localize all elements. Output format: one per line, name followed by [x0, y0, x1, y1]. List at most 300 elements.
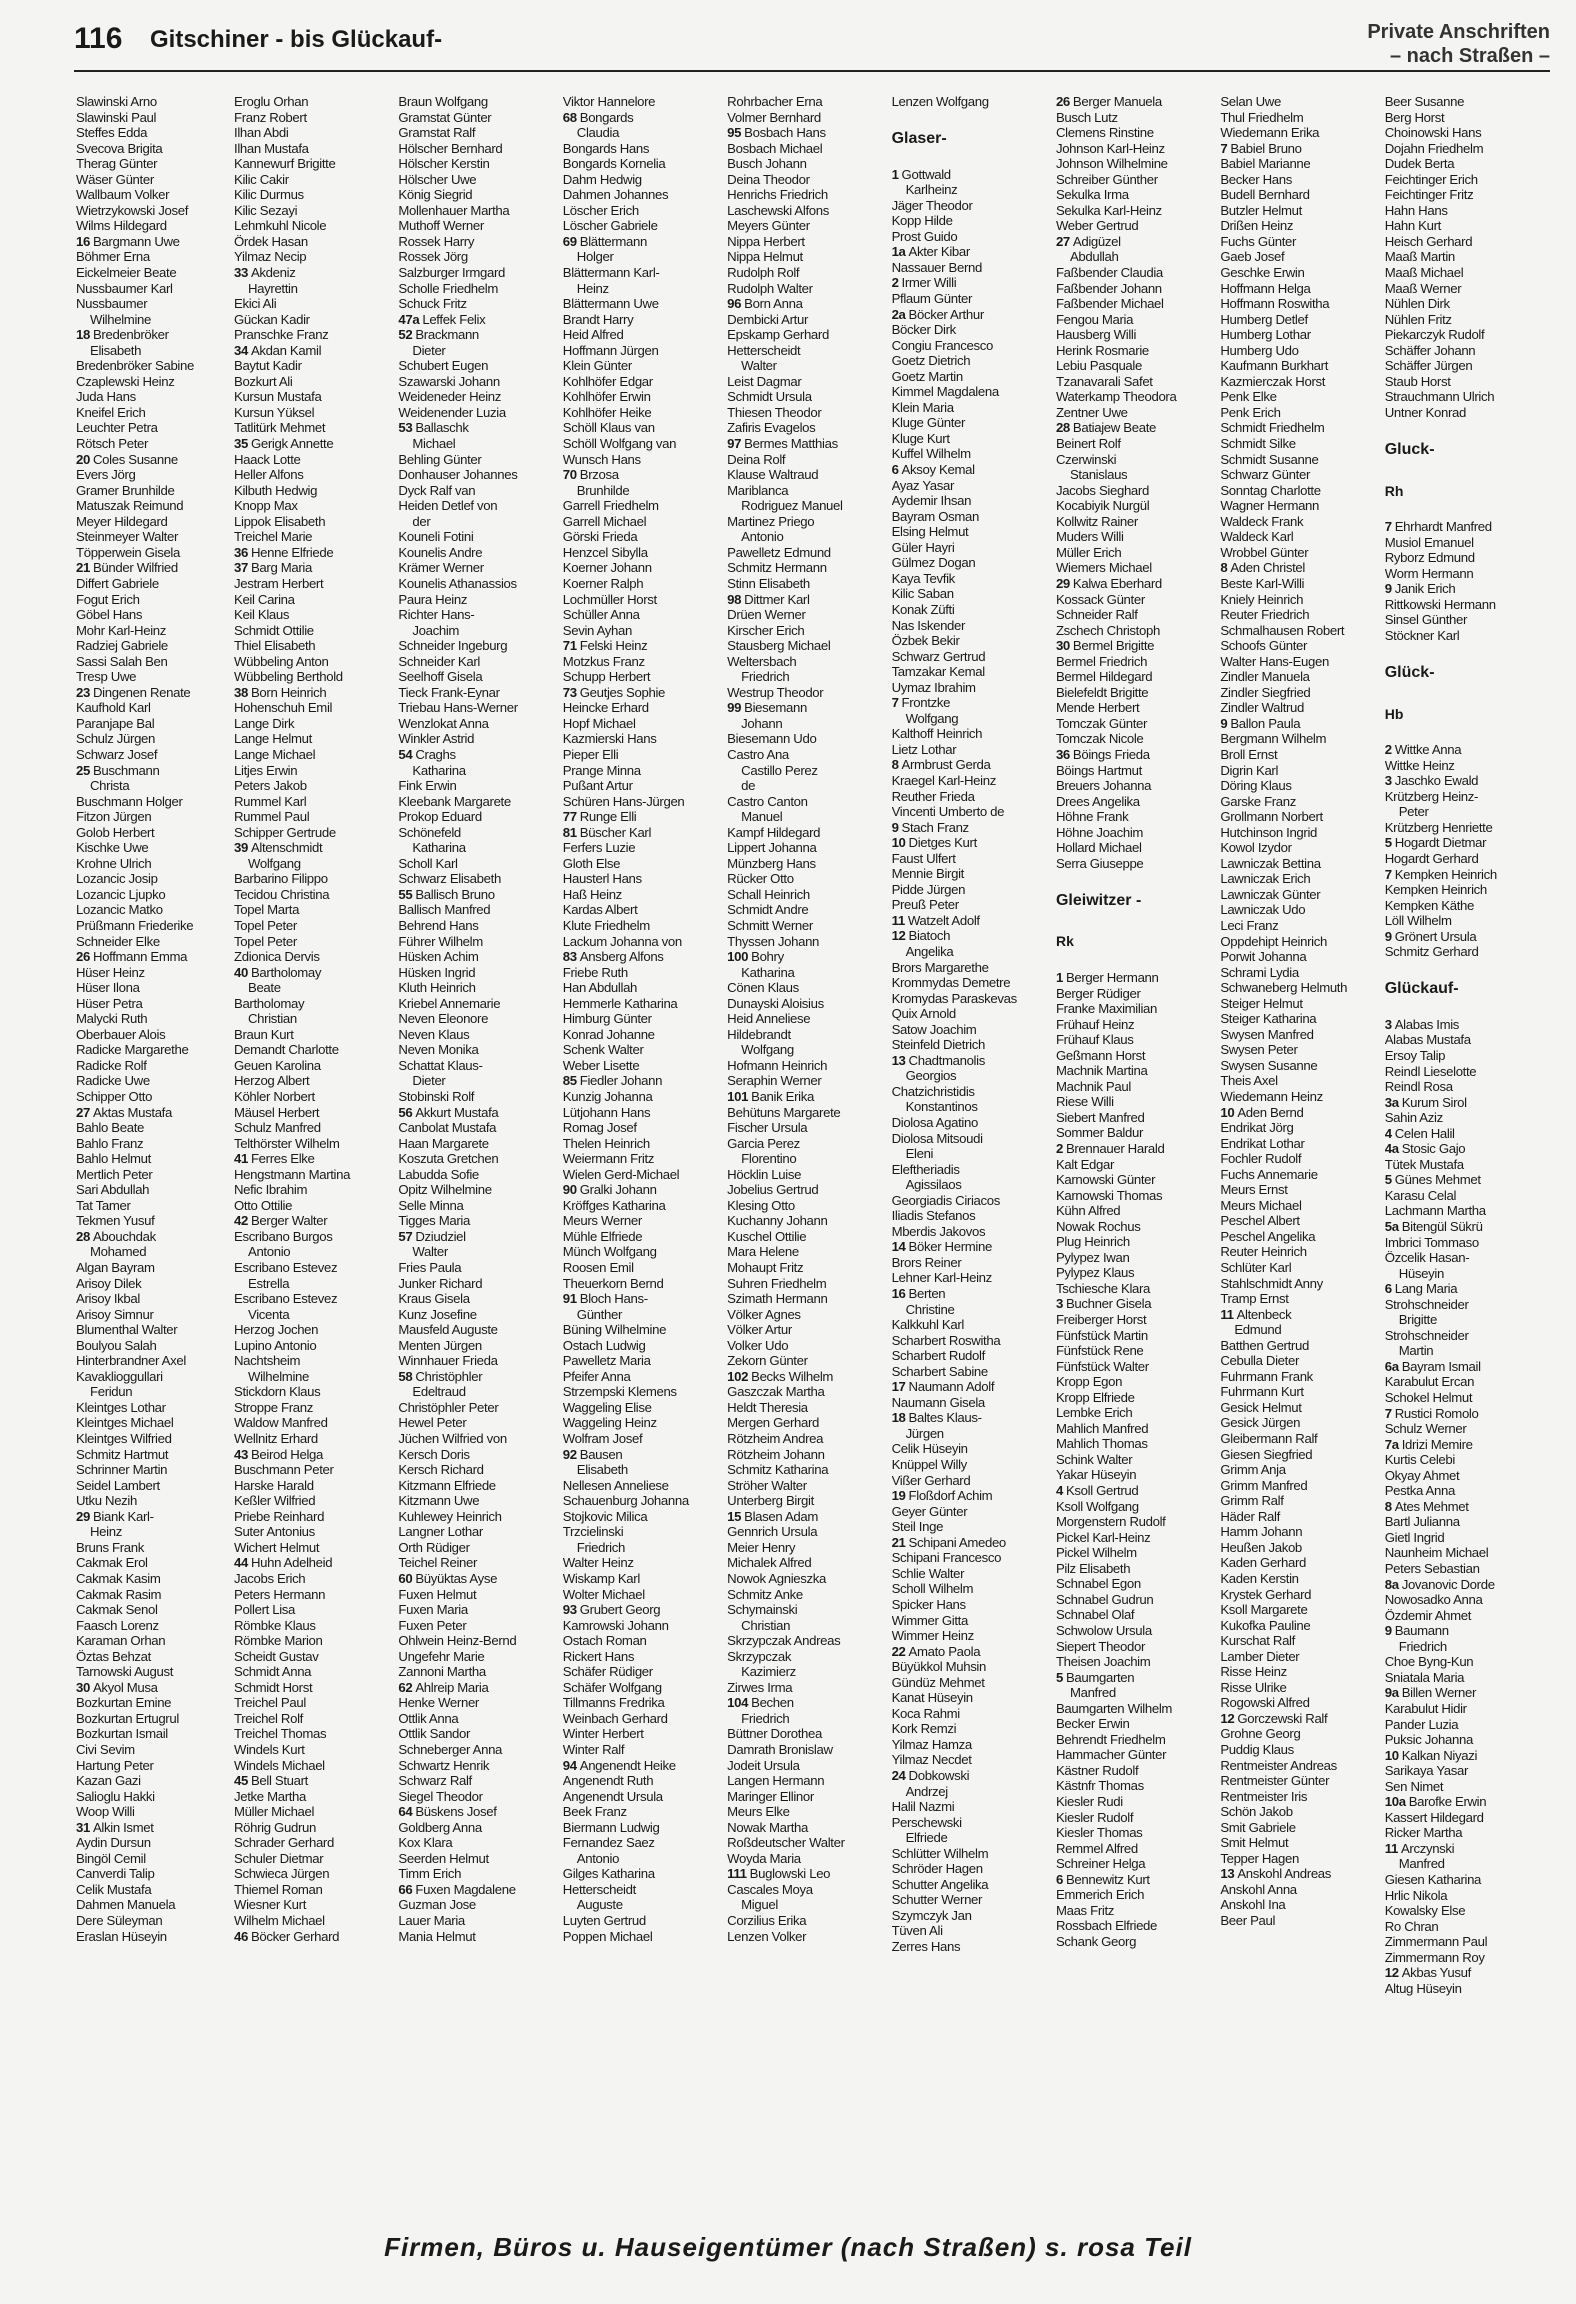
resident-entry: Löll Wilhelm [1384, 913, 1452, 929]
resident-entry: Schrami Lydia [1220, 964, 1299, 980]
resident-entry: 5 Günes Mehmet [1384, 1172, 1481, 1188]
resident-entry: Schall Heinrich [727, 886, 810, 902]
spacer [892, 151, 1056, 167]
resident-entry: 3 Jaschko Ewald [1384, 773, 1479, 789]
resident-entry: Grollmann Norbert [1220, 809, 1323, 825]
resident-entry: 44 Huhn Adelheid [234, 1555, 333, 1571]
resident-entry: Viktor Hannelore [562, 94, 656, 109]
resident-entry: Schuler Dietmar [234, 1850, 324, 1866]
house-number: 55 [398, 886, 413, 902]
resident-entry: Sen Nimet [1384, 1778, 1444, 1794]
resident-entry: Lange Michael [234, 746, 316, 762]
resident-entry: Satow Joachim [891, 1021, 977, 1037]
resident-entry: Führer Wilhelm [398, 933, 483, 949]
house-number: 7 [891, 695, 899, 711]
resident-entry: Aydin Dursun [76, 1835, 151, 1851]
resident-entry: Heiden Detlef von [398, 498, 498, 514]
resident-entry: Seelhoff Gisela [398, 669, 483, 685]
resident-entry: Pickel Wilhelm [1055, 1545, 1137, 1561]
resident-entry: Koszuta Gretchen [398, 1151, 499, 1167]
resident-entry: Skrzypczak [727, 1648, 792, 1664]
resident-entry: Schön Jakob [1220, 1804, 1293, 1820]
resident-entry: Günther [576, 1306, 622, 1322]
house-number: 28 [1055, 420, 1070, 436]
resident-entry: 11 Arczynski [1384, 1840, 1455, 1856]
resident-entry: Teichel Reiner [398, 1555, 478, 1571]
resident-entry: Rudolph Rolf [727, 265, 800, 281]
resident-entry: Schmitz Katharina [727, 1462, 829, 1478]
resident-entry: Karnowski Thomas [1055, 1187, 1163, 1203]
resident-entry: Hahn Kurt [1384, 218, 1441, 234]
resident-entry: Böcker Dirk [891, 322, 956, 338]
resident-entry: Arisoy Ikbal [76, 1291, 140, 1307]
resident-entry: Endrikat Lothar [1220, 1135, 1305, 1151]
resident-entry: Pylypez Iwan [1055, 1249, 1130, 1265]
resident-entry: Koerner Johann [562, 560, 652, 576]
resident-entry: Halil Nazmi [891, 1799, 955, 1815]
resident-entry: Hüser Heinz [76, 964, 145, 980]
resident-entry: Wäser Günter [76, 171, 154, 187]
resident-entry: Zafiris Evagelos [727, 420, 816, 436]
resident-entry: 100 Bohry [727, 949, 784, 965]
resident-entry: Fries Paula [398, 1260, 462, 1276]
resident-entry: Tomczak Nicole [1055, 731, 1144, 747]
resident-entry: Kazan Gazi [76, 1773, 141, 1789]
resident-entry: Eroglu Orhan [234, 94, 309, 109]
resident-entry: Meyer Hildegard [76, 513, 168, 529]
resident-entry: Michael [412, 436, 456, 452]
house-number: 23 [76, 684, 90, 700]
resident-entry: Mahlich Thomas [1055, 1436, 1148, 1452]
resident-entry: Escribano Burgos [234, 1228, 333, 1244]
resident-entry: Mania Helmut [398, 1928, 476, 1944]
resident-entry: Ayaz Yasar [891, 477, 955, 493]
street-heading: Gluck- [1384, 441, 1435, 459]
resident-entry: Becker Hans [1220, 171, 1292, 187]
resident-entry: 69 Blättermann [562, 233, 648, 249]
resident-entry: Brors Margarethe [891, 959, 989, 975]
resident-entry: Schnabel Gudrun [1055, 1591, 1154, 1607]
house-number: 35 [234, 436, 248, 452]
resident-entry: 19 Floßdorf Achim [891, 1488, 993, 1504]
resident-entry: Nellesen Anneliese [562, 1477, 669, 1493]
resident-entry: Garrell Michael [562, 513, 647, 529]
resident-entry: 9 Ballon Paula [1220, 715, 1301, 731]
resident-entry: Kollwitz Rainer [1055, 513, 1138, 529]
resident-entry: 8 Aden Christel [1220, 560, 1305, 576]
resident-entry: Braun Wolfgang [398, 94, 488, 109]
resident-entry: Schulz Werner [1384, 1421, 1467, 1437]
spacer [1056, 913, 1220, 929]
resident-entry: Spicker Hans [891, 1596, 966, 1612]
resident-entry: Fochler Rudolf [1220, 1151, 1302, 1167]
resident-entry: Wolfgang [248, 855, 301, 871]
resident-entry: Johnson Wilhelmine [1055, 156, 1168, 172]
resident-entry: Steinmeyer Walter [76, 529, 179, 545]
resident-entry: Szawarski Johann [398, 373, 500, 389]
resident-entry: Penk Erich [1220, 404, 1281, 420]
resident-entry: Häder Ralf [1220, 1508, 1280, 1524]
resident-entry: Bozkurtan Ismail [76, 1726, 168, 1742]
resident-entry: Özdemir Ahmet [1384, 1607, 1472, 1623]
resident-entry: Thiesen Theodor [727, 404, 822, 420]
resident-entry: Kowol Izydor [1220, 840, 1292, 856]
resident-entry: Kromydas Paraskevas [891, 990, 1017, 1006]
resident-entry: Lietz Lothar [891, 741, 957, 757]
resident-entry: Katharina [741, 964, 795, 980]
resident-entry: Scholl Wilhelm [891, 1581, 974, 1597]
resident-entry: Meurs Michael [1220, 1197, 1302, 1213]
resident-entry: Rötsch Peter [76, 436, 149, 452]
resident-entry: Szimath Hermann [727, 1291, 828, 1307]
resident-entry: Wiskamp Karl [562, 1570, 640, 1586]
resident-entry: Lachmann Martha [1384, 1203, 1486, 1219]
house-number: 92 [562, 1446, 577, 1462]
resident-entry: Kleintges Wilfried [76, 1431, 172, 1447]
resident-entry: Tramp Ernst [1220, 1291, 1289, 1307]
resident-entry: Prange Minna [562, 762, 641, 778]
resident-entry: Tarnowski August [76, 1664, 174, 1680]
section-label [1367, 20, 1550, 68]
house-number: 7a [1384, 1436, 1399, 1452]
resident-entry: Kempken Käthe [1384, 897, 1475, 913]
resident-entry: Oberbauer Alois [76, 1026, 166, 1042]
resident-entry: Goetz Martin [891, 368, 963, 384]
resident-entry: Jetke Martha [234, 1788, 307, 1804]
resident-entry: Friedrich [741, 1710, 790, 1726]
resident-entry: Fuchs Annemarie [1220, 1166, 1318, 1182]
resident-entry: Therag Günter [76, 156, 158, 172]
resident-entry: 37 Barg Maria [234, 560, 312, 576]
resident-entry: Kniely Heinrich [1220, 591, 1304, 607]
resident-entry: Boulyou Salah [76, 1337, 157, 1353]
resident-entry: Stahlschmidt Anny [1220, 1275, 1323, 1291]
resident-entry: Gleibermann Ralf [1220, 1431, 1318, 1447]
resident-entry: Heinz [90, 1524, 122, 1540]
resident-entry: Tütek Mustafa [1384, 1156, 1464, 1172]
resident-entry: Schipper Gertrude [234, 824, 336, 840]
resident-entry: Hoffmann Jürgen [562, 342, 659, 358]
resident-entry: Wiesner Kurt [234, 1897, 307, 1913]
resident-entry: Topel Marta [234, 902, 300, 918]
house-number: 70 [562, 467, 577, 483]
district-code: Rk [1055, 933, 1074, 950]
resident-entry: Kersch Richard [398, 1462, 484, 1478]
house-number: 64 [398, 1804, 413, 1820]
resident-entry: Ersoy Talip [1384, 1047, 1446, 1063]
resident-entry: Fuxen Maria [398, 1602, 468, 1618]
house-number: 100 [727, 949, 749, 965]
resident-entry: Manfred [1398, 1856, 1445, 1872]
street-heading: Gleiwitzer - [1055, 891, 1142, 909]
resident-entry: Reuter Heinrich [1220, 1244, 1307, 1260]
house-number: 6 [891, 462, 899, 478]
resident-entry: Röhrig Gudrun [234, 1819, 316, 1835]
resident-entry: 17 Naumann Adolf [891, 1379, 995, 1395]
resident-entry: 111 Buglowski Leo [727, 1866, 831, 1882]
resident-entry: Nowosadko Anna [1384, 1592, 1483, 1608]
resident-entry: Yilmaz Necip [234, 249, 307, 265]
resident-entry: Windels Kurt [234, 1741, 305, 1757]
resident-entry: Schipani Francesco [891, 1550, 1002, 1566]
resident-entry: Bosbach Michael [727, 140, 823, 156]
resident-entry: Jäger Theodor [891, 197, 973, 213]
resident-entry: 5 Baumgarten [1055, 1669, 1135, 1685]
resident-entry: Wolter Michael [562, 1586, 645, 1602]
resident-entry: Hutchinson Ingrid [1220, 824, 1318, 840]
resident-entry: Radicke Margarethe [76, 1042, 189, 1058]
house-number: 4 [1384, 1125, 1392, 1141]
resident-entry: Lozancic Ljupko [76, 886, 166, 902]
resident-entry: Rogowski Alfred [1220, 1695, 1310, 1711]
resident-entry: Peters Sebastian [1384, 1561, 1480, 1577]
resident-entry: 7 Ehrhardt Manfred [1384, 519, 1492, 535]
house-number: 20 [76, 451, 90, 467]
resident-entry: Kuchanny Johann [727, 1213, 828, 1229]
resident-entry: Hölscher Bernhard [398, 140, 503, 156]
resident-entry: Barbarino Filippo [234, 871, 328, 887]
resident-entry: Reuther Frieda [891, 788, 975, 804]
resident-entry: 27 Aktas Mustafa [76, 1104, 172, 1120]
resident-entry: Kersch Doris [398, 1446, 470, 1462]
resident-entry: Sahin Aziz [1384, 1110, 1443, 1126]
house-number: 16 [891, 1286, 906, 1302]
resident-entry: Schink Walter [1055, 1451, 1133, 1467]
resident-entry: Martin [1398, 1343, 1434, 1359]
house-number: 4 [1055, 1483, 1063, 1499]
resident-entry: Bingöl Cemil [76, 1850, 146, 1866]
resident-entry: Deina Rolf [727, 451, 786, 467]
resident-entry: Klein Günter [562, 358, 632, 374]
resident-entry: Strohschneider [1384, 1296, 1469, 1312]
house-number: 71 [562, 638, 577, 654]
resident-entry: Kilic Cakir [234, 171, 289, 187]
resident-entry: Hüser Petra [76, 995, 143, 1011]
resident-entry: Mollenhauer Martha [398, 202, 510, 218]
resident-entry: Ekici Ali [234, 296, 277, 312]
resident-entry: Maringer Ellinor [727, 1788, 814, 1804]
resident-entry: Maas Fritz [1055, 1902, 1114, 1918]
resident-entry: Junker Richard [398, 1275, 483, 1291]
resident-entry: Faßbender Claudia [1055, 265, 1163, 281]
resident-entry: 70 Brzosa [562, 467, 619, 483]
resident-entry: 34 Akdan Kamil [234, 342, 322, 358]
resident-entry: Sekulka Karl-Heinz [1055, 202, 1162, 218]
resident-entry: Kazmierski Hans [562, 731, 657, 747]
resident-entry: Ryborz Edmund [1384, 550, 1475, 566]
resident-entry: Geschke Erwin [1220, 265, 1305, 281]
resident-entry: 95 Bosbach Hans [727, 125, 826, 141]
resident-entry: Drüen Werner [727, 607, 806, 623]
resident-entry: Joachim [412, 622, 460, 638]
resident-entry: 18 Baltes Klaus- [891, 1410, 982, 1426]
resident-entry: Neven Eleonore [398, 1011, 489, 1027]
resident-entry: Kopp Hilde [891, 213, 953, 229]
resident-entry: Alabas Mustafa [1384, 1032, 1471, 1048]
resident-entry: Nachtsheim [234, 1353, 301, 1369]
house-number: 43 [234, 1446, 248, 1462]
resident-entry: Priebe Reinhard [234, 1508, 325, 1524]
resident-entry: Rossek Harry [398, 233, 475, 249]
resident-entry: Schrader Gerhard [234, 1835, 334, 1851]
resident-entry: Anskohl Ina [1220, 1897, 1286, 1913]
resident-entry: Slawinski Arno [76, 94, 157, 109]
resident-entry: Schmidt Horst [234, 1679, 313, 1695]
resident-entry: Meier Henry [727, 1539, 796, 1555]
resident-entry: Paranjape Bal [76, 715, 155, 731]
resident-entry: Weideneder Heinz [398, 389, 502, 405]
resident-entry: Rötzheim Johann [727, 1446, 825, 1462]
resident-entry: Lawniczak Udo [1220, 902, 1306, 918]
resident-entry: Berg Horst [1384, 109, 1445, 125]
house-number: 27 [76, 1104, 90, 1120]
resident-entry: Zentner Uwe [1055, 404, 1128, 420]
resident-entry: Pander Luzia [1384, 1716, 1459, 1732]
resident-entry: Hoffmann Helga [1220, 280, 1311, 296]
resident-entry: Klause Waltraud [727, 467, 819, 483]
resident-entry: Windels Michael [234, 1757, 325, 1773]
resident-entry: Slawinski Paul [76, 109, 157, 125]
resident-entry: Roosen Emil [562, 1260, 634, 1276]
resident-entry: Heincke Erhard [562, 700, 649, 716]
resident-entry: Sinsel Günther [1384, 612, 1468, 628]
resident-entry: Schönefeld [398, 824, 461, 840]
resident-entry: Siegel Theodor [398, 1788, 483, 1804]
resident-entry: Swysen Manfred [1220, 1026, 1314, 1042]
house-number: 8 [1384, 1498, 1392, 1514]
resident-entry: Celik Hüseyin [891, 1441, 968, 1457]
resident-entry: Cönen Klaus [727, 980, 799, 996]
resident-entry: Brunhilde [576, 482, 630, 498]
resident-entry: Szymczyk Jan [891, 1907, 972, 1923]
resident-entry: Kocabiyik Nurgül [1055, 498, 1150, 514]
resident-entry: Reindl Lieselotte [1384, 1063, 1477, 1079]
resident-entry: Henrichs Friedrich [727, 187, 828, 203]
resident-entry: Georgios [905, 1068, 957, 1084]
resident-entry: Dieter [412, 342, 446, 358]
resident-entry: 20 Coles Susanne [76, 451, 178, 467]
resident-entry: Ördek Hasan [234, 233, 308, 249]
resident-entry: Drißen Heinz [1220, 218, 1294, 234]
resident-entry: Kunzig Johanna [562, 1089, 653, 1104]
resident-entry: Schwieca Jürgen [234, 1866, 330, 1882]
house-number: 29 [1055, 575, 1070, 591]
resident-entry: Kunz Josefine [398, 1306, 477, 1322]
resident-entry: Schokel Helmut [1384, 1390, 1473, 1406]
resident-entry: Kleintges Lothar [76, 1399, 166, 1415]
resident-entry: Jodeit Ursula [727, 1757, 800, 1773]
resident-entry: Behrend Hans [398, 917, 479, 933]
resident-entry: Blumenthal Walter [76, 1322, 178, 1338]
street-heading: Glaser- [891, 130, 947, 148]
resident-entry: 12 Akbas Yusuf [1384, 1965, 1471, 1981]
resident-entry: Herzog Albert [234, 1073, 310, 1089]
resident-entry: Braun Kurt [234, 1026, 294, 1042]
resident-entry: Jacobs Erich [234, 1570, 306, 1586]
resident-entry: Völker Agnes [727, 1306, 801, 1322]
resident-entry: Kraus Gisela [398, 1291, 470, 1307]
resident-entry: Theis Axel [1220, 1073, 1278, 1089]
resident-entry: Staub Horst [1384, 373, 1451, 389]
resident-entry: Muthoff Werner [398, 218, 484, 234]
resident-entry: Römbke Marion [234, 1633, 323, 1649]
resident-entry: Naunheim Michael [1384, 1545, 1489, 1561]
resident-entry: Fünfstück Rene [1055, 1343, 1144, 1359]
resident-entry: Töpperwein Gisela [76, 544, 180, 560]
resident-entry: Michalek Alfred [727, 1555, 812, 1571]
house-number: 30 [76, 1679, 90, 1695]
resident-entry: Güler Hayri [891, 539, 955, 555]
resident-entry: Özbek Bekir [891, 633, 960, 649]
house-number: 1 [891, 166, 899, 182]
house-number: 60 [398, 1570, 413, 1586]
resident-entry: Clemens Rinstine [1055, 125, 1154, 141]
resident-entry: Gückan Kadir [234, 311, 310, 327]
resident-entry: Schwaneberg Helmuth [1220, 980, 1348, 996]
resident-entry: 16 Berten [891, 1286, 946, 1302]
resident-entry: Kluge Günter [891, 415, 966, 431]
resident-entry: Christian [741, 1617, 791, 1633]
house-number: 9 [891, 819, 899, 835]
house-number: 33 [234, 265, 248, 281]
resident-entry: Canbolat Mustafa [398, 1120, 497, 1136]
resident-entry: Ostach Ludwig [562, 1337, 646, 1353]
resident-entry: Lauer Maria [398, 1912, 465, 1928]
resident-entry: Wolfgang [905, 710, 959, 726]
resident-entry: Leuchter Petra [76, 420, 158, 436]
resident-entry: Stobinski Rolf [398, 1089, 475, 1104]
resident-entry: Fengou Maria [1055, 311, 1134, 327]
resident-entry: 6 Bennewitz Kurt [1055, 1871, 1150, 1887]
resident-entry: Morgenstern Rudolf [1055, 1514, 1166, 1530]
resident-entry: Theisen Joachim [1055, 1654, 1151, 1670]
resident-entry: Hölscher Kerstin [398, 156, 490, 172]
house-number: 58 [398, 1368, 413, 1384]
resident-entry: Fink Erwin [398, 778, 457, 794]
resident-entry: Krohne Ulrich [76, 855, 152, 871]
resident-entry: Nussbaumer [76, 296, 148, 312]
resident-entry: Kropp Egon [1055, 1374, 1123, 1390]
resident-entry: Okyay Ahmet [1384, 1467, 1460, 1483]
resident-entry: Piekarczyk Rudolf [1384, 327, 1485, 343]
resident-entry: Schuck Fritz [398, 296, 467, 312]
resident-entry: Walter [741, 358, 777, 374]
resident-entry: Peschel Angelika [1220, 1228, 1316, 1244]
resident-entry: Meurs Elke [727, 1804, 790, 1820]
house-number: 90 [562, 1182, 577, 1198]
resident-entry: Jestram Herbert [234, 575, 324, 591]
resident-entry: Bergmann Wilhelm [1220, 731, 1327, 747]
resident-entry: Gülmez Dogan [891, 555, 976, 571]
house-number: 8 [1220, 560, 1228, 576]
resident-entry: Lupino Antonio [234, 1337, 317, 1353]
resident-entry: Peter [1398, 804, 1429, 820]
resident-entry: Fitzon Jürgen [76, 809, 152, 825]
resident-entry: 83 Ansberg Alfons [562, 949, 664, 965]
resident-entry: Poppen Michael [562, 1928, 653, 1944]
resident-entry: Abdullah [1069, 249, 1119, 265]
resident-entry: Berger Rüdiger [1055, 985, 1141, 1001]
house-number: 38 [234, 684, 248, 700]
resident-entry: Dyck Ralf van [398, 482, 476, 498]
resident-entry: Cakmak Erol [76, 1555, 148, 1571]
resident-entry: Worm Hermann [1384, 565, 1474, 581]
resident-entry: Uymaz Ibrahim [891, 679, 976, 695]
resident-entry: 12 Biatoch [891, 928, 951, 944]
house-number: 44 [234, 1555, 248, 1571]
resident-entry: Hölscher Uwe [398, 171, 477, 187]
resident-entry: 24 Dobkowski [891, 1767, 970, 1783]
